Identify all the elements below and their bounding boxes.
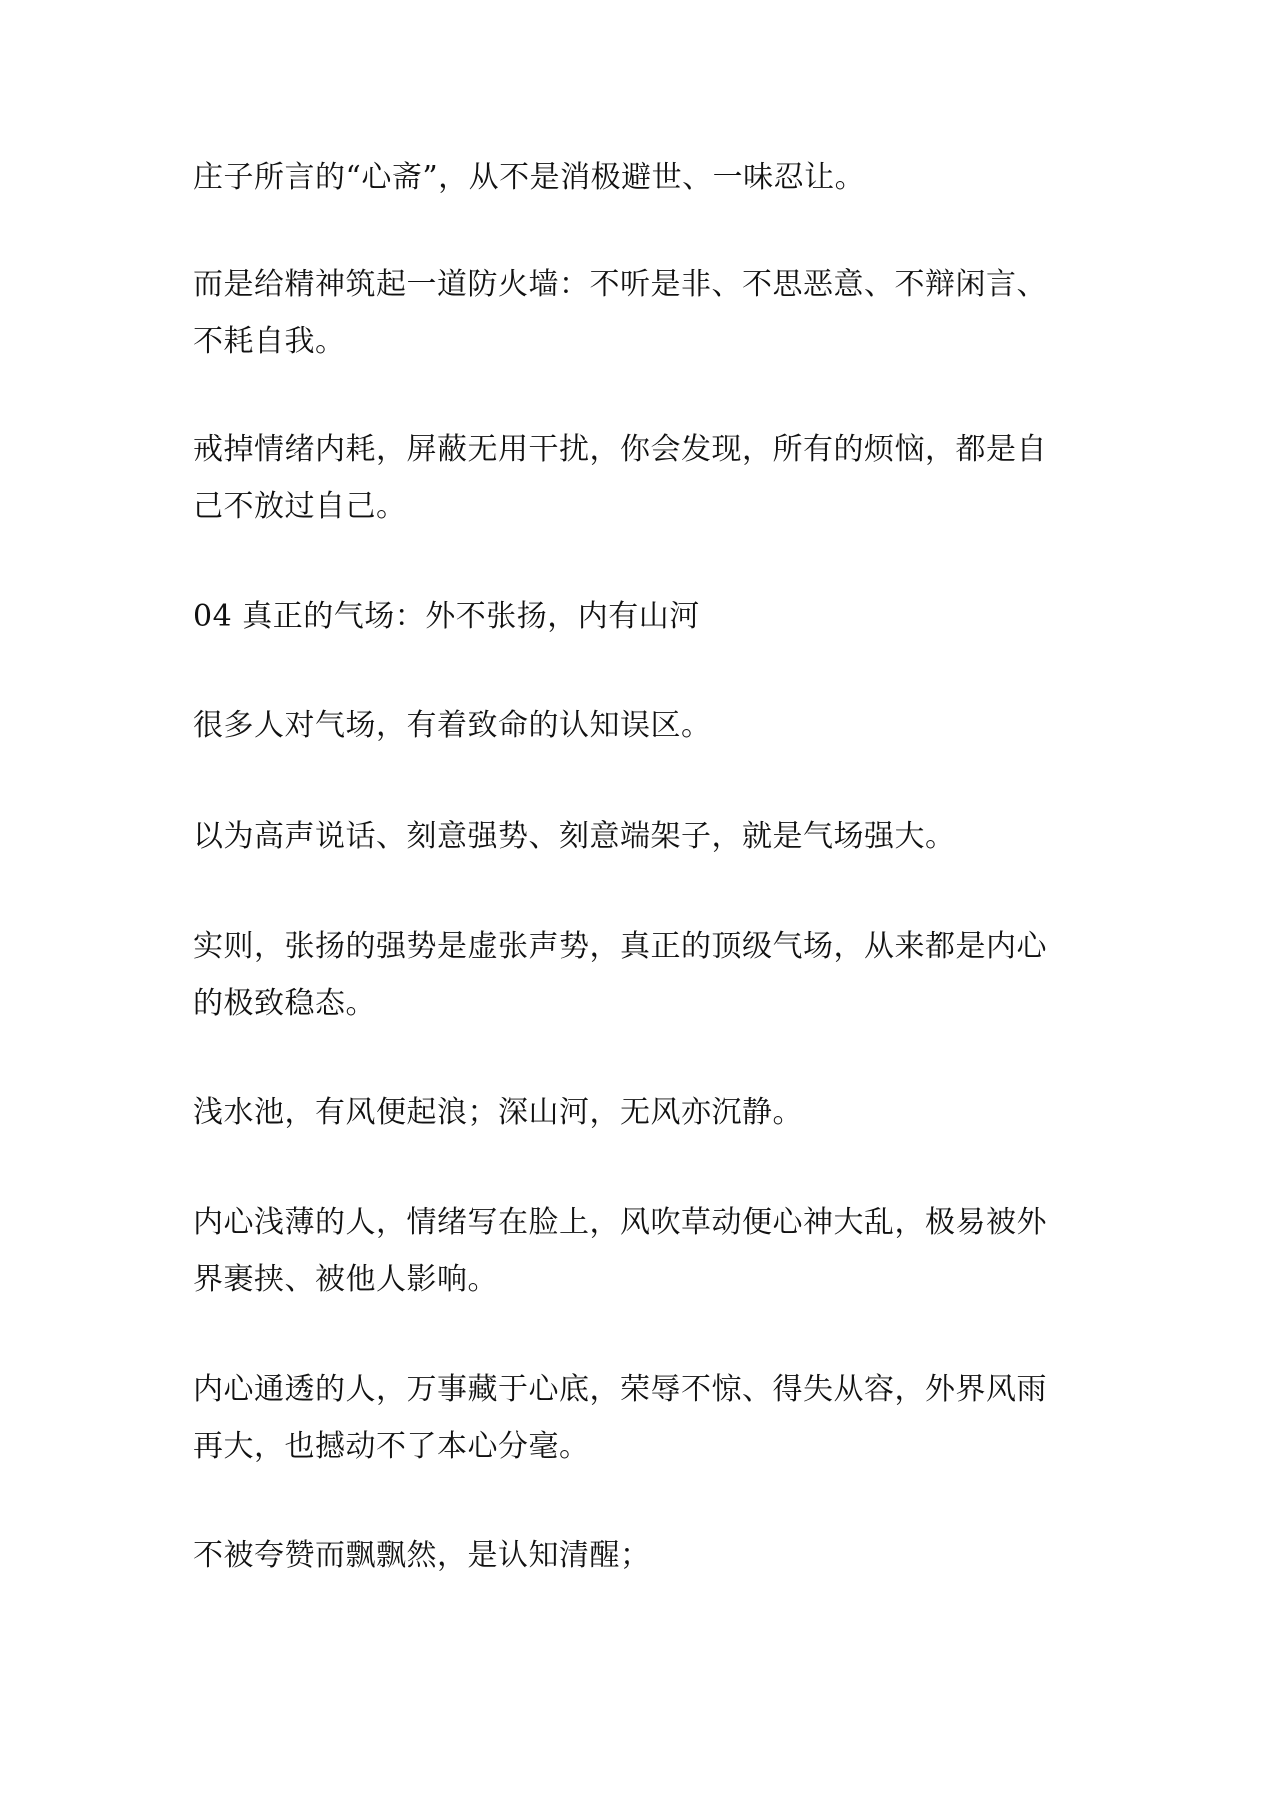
paragraph-line: 以为高声说话、刻意强势、刻意端架子，就是气场强大。	[193, 819, 956, 854]
paragraph-line: 实则，张扬的强势是虚张声势，真正的顶级气场，从来都是内心	[193, 929, 1047, 964]
paragraph-line: 的极致稳态。	[193, 986, 376, 1021]
paragraph-line: 界裹挟、被他人影响。	[193, 1262, 498, 1297]
paragraph-line: 而是给精神筑起一道防火墙：不听是非、不思恶意、不辩闲言、	[193, 267, 1047, 302]
paragraph-line: 内心通透的人，万事藏于心底，荣辱不惊、得失从容，外界风雨	[193, 1372, 1047, 1407]
paragraph-line: 不被夸赞而飘飘然，是认知清醒；	[193, 1538, 651, 1573]
paragraph-line: 很多人对气场，有着致命的认知误区。	[193, 708, 712, 743]
paragraph-line: 庄子所言的“心斋”，从不是消极避世、一味忍让。	[193, 160, 866, 195]
paragraph-line: 再大，也撼动不了本心分毫。	[193, 1429, 590, 1464]
paragraph-line: 己不放过自己。	[193, 489, 407, 524]
paragraph-line: 戒掉情绪内耗，屏蔽无用干扰，你会发现，所有的烦恼，都是自	[193, 432, 1047, 467]
paragraph-line: 不耗自我。	[193, 324, 346, 359]
paragraph-line: 内心浅薄的人，情绪写在脸上，风吹草动便心神大乱，极易被外	[193, 1205, 1047, 1240]
section-heading: 04 真正的气场：外不张扬，内有山河	[193, 599, 700, 634]
paragraph-line: 浅水池，有风便起浪；深山河，无风亦沉静。	[193, 1095, 803, 1130]
